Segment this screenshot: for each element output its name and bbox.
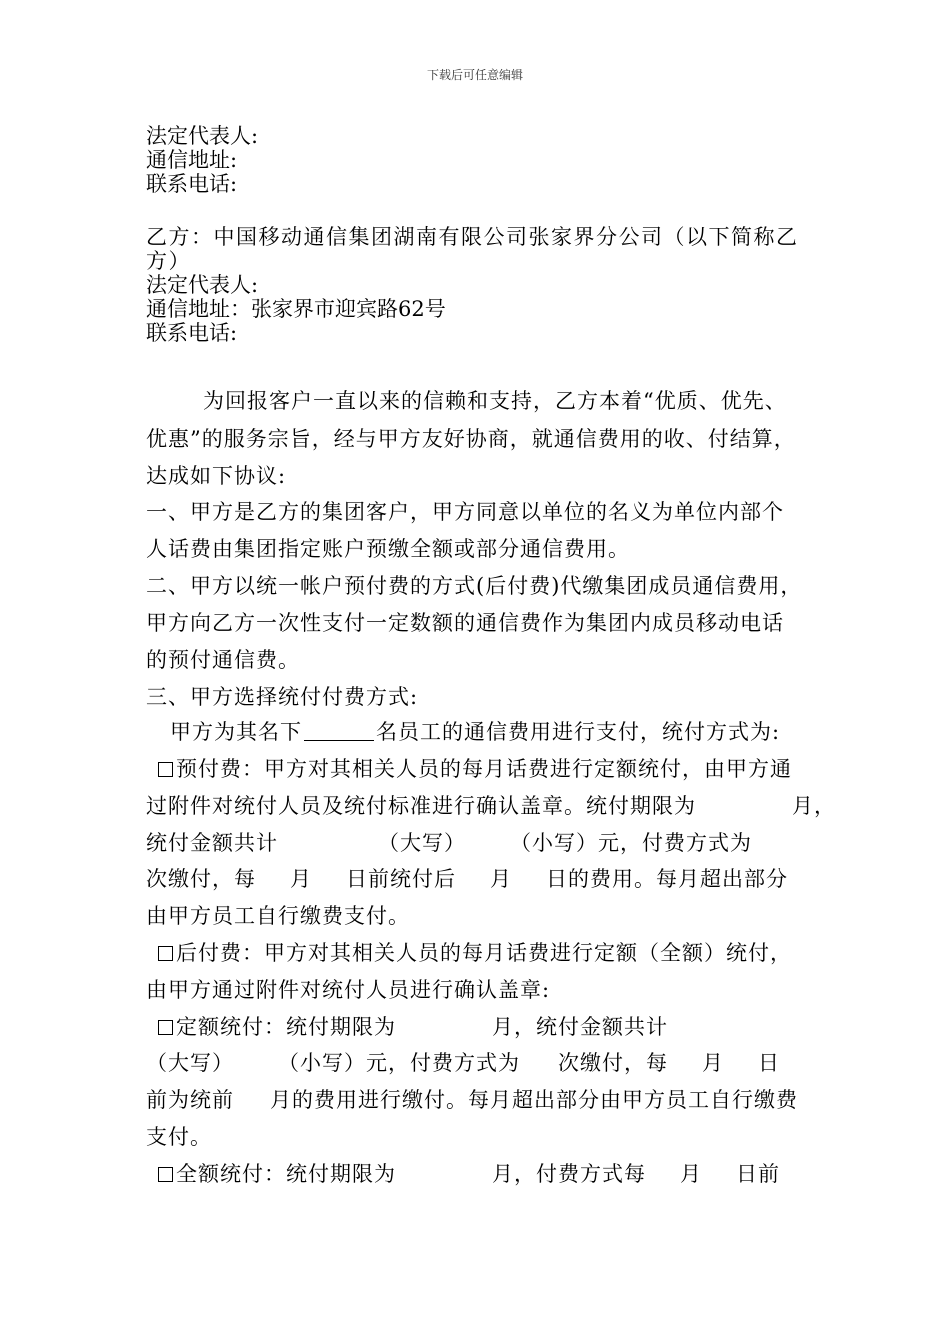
fixed-checkbox[interactable] — [158, 1020, 173, 1035]
prepay-option-line3 — [146, 827, 752, 857]
fixed-amount-lower: （小写）元，付费方式为 — [278, 1051, 520, 1075]
para-intro-line1: 为回报客户一直以来的信赖和支持，乙方本着“优质、优先、 — [203, 389, 787, 413]
employee-suffix: 名员工的通信费用进行支付，统付方式为: — [376, 720, 781, 744]
prepay-term-unit: 月， — [792, 794, 836, 818]
fixed-option-line4: 支付。 — [146, 1125, 212, 1149]
fixed-schedule-c: 日 — [758, 1051, 780, 1075]
fixed-post-text: 月的费用进行缴付。每月超出部分由甲方员工自行缴费 — [270, 1088, 798, 1112]
prepay-option-line5: 由甲方员工自行缴费支付。 — [146, 904, 410, 928]
full-option-line1 — [158, 1158, 780, 1188]
prepay-option-line1 — [158, 753, 792, 783]
postpay-option-line2: 由甲方通过附件对统付人员进行确认盖章: — [146, 978, 551, 1002]
page-header: 下载后可任意编辑 — [426, 68, 523, 82]
party-b-phone: 联系电话: — [146, 321, 238, 345]
para-intro-line2: 优惠”的服务宗旨，经与甲方友好协商，就通信费用的收、付结算， — [146, 427, 796, 451]
full-term-text: 全额统付：统付期限为 — [176, 1162, 396, 1186]
prepay-term-text: 过附件对统付人员及统付标准进行确认盖章。统付期限为 — [146, 794, 696, 818]
fixed-schedule-b: 月 — [702, 1051, 724, 1075]
clause-2-line3: 的预付通信费。 — [146, 648, 300, 672]
prepay-schedule-d: 月 — [490, 867, 512, 891]
fixed-amount-text: 月，统付金额共计 — [492, 1015, 668, 1039]
employee-count-blank[interactable] — [304, 722, 374, 741]
fixed-amount-upper: （大写） — [146, 1051, 234, 1075]
clause-1-line1: 一、甲方是乙方的集团客户，甲方同意以单位的名义为单位内部个 — [146, 500, 784, 524]
prepay-schedule-c: 日前统付后 — [346, 867, 456, 891]
prepay-amount-upper: （大写） — [378, 831, 466, 855]
party-b-block — [146, 225, 826, 345]
fixed-term-text: 定额统付：统付期限为 — [176, 1015, 396, 1039]
postpay-option-line1 — [158, 937, 792, 967]
prepay-amount-text: 统付金额共计 — [146, 831, 278, 855]
party-a-block — [146, 124, 826, 196]
clause-1-line2: 人话费由集团指定账户预缴全额或部分通信费用。 — [146, 537, 630, 561]
clause-3-title: 三、甲方选择统付付费方式: — [146, 685, 419, 709]
clause-2-line1: 二、甲方以统一帐户预付费的方式(后付费)代缴集团成员通信费用， — [146, 574, 803, 598]
party-b-name-line2: 方） — [146, 249, 191, 273]
employee-prefix: 甲方为其名下 — [170, 720, 302, 744]
party-a-phone: 联系电话: — [146, 172, 238, 196]
prepay-schedule-b: 月 — [290, 867, 312, 891]
fixed-pre-text: 前为统前 — [146, 1088, 234, 1112]
full-schedule-c: 日前 — [736, 1162, 780, 1186]
clause-3-employee-line — [170, 716, 780, 746]
party-b-name-line1: 乙方：中国移动通信集团湖南有限公司张家界分公司（以下简称乙 — [146, 225, 799, 249]
party-a-legal-rep: 法定代表人: — [146, 124, 259, 148]
fixed-option-line2 — [146, 1047, 780, 1077]
prepay-text: 预付费：甲方对其相关人员的每月话费进行定额统付，由甲方通 — [176, 757, 792, 781]
prepay-schedule-a: 次缴付，每 — [146, 867, 256, 891]
prepay-schedule-e: 日的费用。每月超出部分 — [546, 867, 788, 891]
prepay-option-line4 — [146, 863, 788, 893]
prepay-option-line2 — [146, 790, 836, 820]
party-b-legal-rep: 法定代表人: — [146, 273, 259, 297]
clause-2-line2: 甲方向乙方一次性支付一定数额的通信费作为集团内成员移动电话 — [146, 611, 784, 635]
full-checkbox[interactable] — [158, 1167, 173, 1182]
party-a-address: 通信地址: — [146, 148, 238, 172]
fixed-option-line1 — [158, 1011, 668, 1041]
prepay-checkbox[interactable] — [158, 762, 173, 777]
para-intro-line3: 达成如下协议: — [146, 464, 287, 488]
prepay-amount-lower: （小写）元，付费方式为 — [510, 831, 752, 855]
full-schedule-b: 月 — [680, 1162, 702, 1186]
postpay-checkbox[interactable] — [158, 946, 173, 961]
party-b-address: 通信地址：张家界市迎宾路62号 — [146, 297, 446, 321]
full-schedule-a: 月，付费方式每 — [492, 1162, 646, 1186]
fixed-schedule-a: 次缴付，每 — [558, 1051, 668, 1075]
postpay-text: 后付费：甲方对其相关人员的每月话费进行定额（全额）统付， — [176, 941, 792, 965]
fixed-option-line3 — [146, 1084, 798, 1114]
